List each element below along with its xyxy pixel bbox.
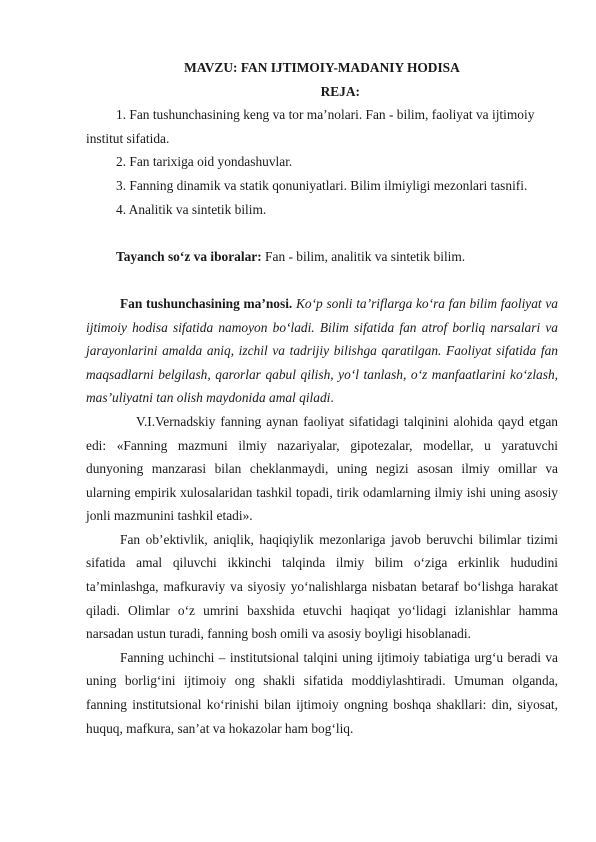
plan-item: 2. Fan tarixiga oid yondashuvlar. xyxy=(116,154,293,170)
keywords-label: Tayanch so‘z va iboralar: xyxy=(116,248,262,264)
document-page xyxy=(86,56,558,740)
plan-item: 3. Fanning dinamik va statik qonuniyatlari. Bilim ilmiyligi mezonlari tasnifi. xyxy=(116,177,528,193)
body-paragraph: Fan ob’ektivlik, aniqlik, haqiqiylik mezonlariga javob beruvchi bilimlar tizimi sifatida amal qiluvchi ikkinchi talqinda ilmiy bilim o‘ziga erkinlik hududini ta’minlashga, mafkuraviy va siyosiy yo‘nalishlarga nisbatan betaraf bo‘lishga harakat qiladi. Olimlar o‘z umrini baxshida etuvchi haqiqat yo‘lidagi izlanishlar hamma narsadan ustun turadi, fanning bosh omili va asosiy boyligi hisoblanadi. xyxy=(86,531,558,642)
plan-list xyxy=(86,103,558,221)
section-paragraph xyxy=(86,292,558,410)
spacer xyxy=(86,268,558,292)
body-paragraph: V.I.Vernadskiy fanning aynan faoliyat sifatidagi talqinini alohida qayd etgan edi: «Fanning mazmuni ilmiy nazariyalar, gipotezalar, modellar, u yaratuvchi dunyoning manzarasi bilan cheklanmaydi, uning negizi asosan ilmiy omillar va ularning empirik xulosalaridan tashkil topadi, tirik odamlarning ilmiy ishi uning asosiy jonli mazmunini tashkil etadi». xyxy=(86,413,558,524)
body-paragraph: Fanning uchinchi – institutsional talqini uning ijtimoiy tabiatiga urg‘u beradi va uning borlig‘ini ijtimoiy ong shakli sifatida moddiylashtiradi. Umuman olganda, fanning institutsional ko‘rinishi bilan ijtimoiy ongning boshqa shakllari: din, siyosat, huquq, mafkura, san’at va hokazolar ham bog‘liq. xyxy=(86,649,558,736)
plan-item: 1. Fan tushunchasining keng va tor ma’nolari. Fan - bilim, faoliyat va ijtimoiy institut sifatida. xyxy=(86,107,535,146)
section-heading: Fan tushunchasining ma’nosi. xyxy=(120,295,293,311)
keywords-text: Fan - bilim, analitik va sintetik bilim. xyxy=(261,248,466,264)
keywords-line xyxy=(86,245,558,269)
document-title: MAVZU: FAN IJTIMOIY-MADANIY HODISA xyxy=(184,60,460,75)
section-italic-text: Ko‘p sonli ta’riflarga ko‘ra fan bilim faoliyat va ijtimoiy hodisa sifatida namoyon bo‘ladi. Bilim sifatida fan atrof borliq narsalari va jarayonlarini amalda aniq, izchil va tadrijiy bilishga qaratilgan. Faoliyat sifatida fan maqsadlarni belgilash, qarorlar qabul qilish, yo‘l tanlash, o‘z manfaatlarini ko‘zlash, mas’uliyatni tan olish maydonida amal qiladi xyxy=(86,295,558,406)
spacer xyxy=(86,221,558,245)
section-end: . xyxy=(330,390,334,406)
plan-item: 4. Analitik va sintetik bilim. xyxy=(116,201,267,217)
plan-heading: REJA: xyxy=(320,83,360,99)
